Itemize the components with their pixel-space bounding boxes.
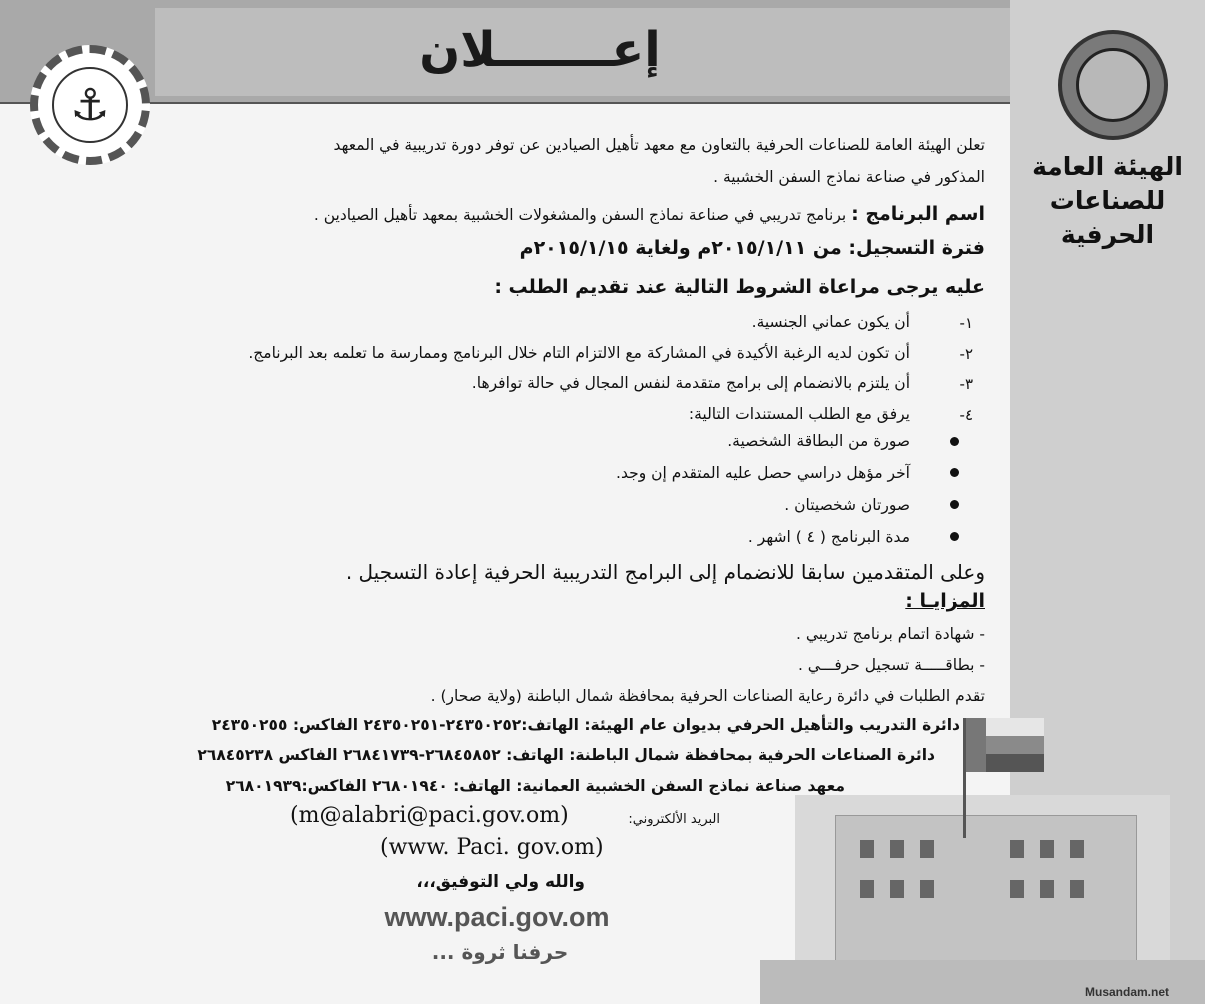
benefit-2: - بطاقـــــة تسجيل حرفـــي . (797, 656, 985, 674)
condition-text-1: أن يكون عماني الجنسية. (751, 313, 910, 331)
intro-line-1: تعلن الهيئة العامة للصناعات الحرفية بالتعاون مع معهد تأهيل الصيادين عن توفر دورة تدريبية في المعهد (333, 136, 985, 154)
reapply-note: وعلى المتقدمين سابقا للانضمام إلى البرامج التدريبية الحرفية إعادة التسجيل . (345, 560, 985, 584)
email-label: البريد الألكتروني: (628, 812, 720, 827)
contact-training: دائرة التدريب والتأهيل الحرفي بديوان عام الهيئة: الهاتف:٢٤٣٥٠٢٥٢-٢٤٣٥٠٢٥١ الفاكس: ٢٤٣٥٠٢٥٥ (211, 716, 960, 734)
document-4: مدة البرنامج ( ٤ ) اشهر . (747, 528, 910, 546)
website-paren: (www. Paci. gov.om) (380, 835, 604, 860)
window (1010, 840, 1024, 858)
program-line (314, 203, 985, 225)
emblem-inner (1076, 48, 1150, 122)
window (860, 840, 874, 858)
window (1070, 840, 1084, 858)
flag-hoist (966, 718, 986, 772)
document-3: صورتان شخصيتان . (784, 496, 910, 514)
contact-north-batinah: دائرة الصناعات الحرفية بمحافظة شمال الباطنة: الهاتف: ٢٦٨٤٥٨٥٢-٢٦٨٤١٧٣٩ الفاكس ٢٦٨٤٥٢٣٨ (197, 746, 935, 764)
side-title (1030, 150, 1185, 252)
condition-num-4: ٤- (959, 406, 973, 424)
benefits-heading: المزايـا : (905, 590, 985, 612)
registration-period: فترة التسجيل: من ٢٠١٥/١/١١م ولغاية ٢٠١٥/١/١٥م (519, 237, 985, 259)
condition-num-3: ٣- (959, 375, 973, 393)
document-2: آخر مؤهل دراسي حصل عليه المتقدم إن وجد. (616, 464, 910, 482)
bullet-4 (950, 532, 959, 541)
conditions-heading: عليه يرجى مراعاة الشروط التالية عند تقديم الطلب : (494, 276, 985, 298)
closing: والله ولي التوفيق،،، (416, 872, 585, 892)
document-1: صورة من البطاقة الشخصية. (727, 432, 910, 450)
side-title-line-2: للصناعات (1049, 186, 1166, 215)
anchor-icon: ⚓ (52, 67, 128, 143)
building-front (835, 815, 1137, 977)
oman-flag-icon (966, 718, 1044, 772)
condition-num-1: ١- (959, 314, 973, 332)
condition-num-2: ٢- (959, 345, 973, 363)
website: www.paci.gov.om (384, 902, 610, 932)
window (1010, 880, 1024, 898)
program-value: برنامج تدريبي في صناعة نماذج السفن والمشغولات الخشبية بمعهد تأهيل الصيادين . (313, 206, 847, 224)
bullet-3 (950, 500, 959, 509)
condition-text-3: أن يلتزم بالانضمام إلى برامج متقدمة لنفس المجال في حالة توافرها. (471, 374, 910, 392)
header-bar (0, 0, 1010, 104)
window (920, 840, 934, 858)
intro-line-2: المذكور في صناعة نماذج السفن الخشبية . (713, 168, 985, 186)
side-title-line-3: الحرفية (1060, 220, 1155, 249)
condition-text-4: يرفق مع الطلب المستندات التالية: (688, 405, 910, 423)
contact-institute: معهد صناعة نماذج السفن الخشبية العمانية: الهاتف: ٢٦٨٠١٩٤٠ الفاكس:٢٦٨٠١٩٣٩ (225, 777, 845, 795)
window (860, 880, 874, 898)
window (920, 880, 934, 898)
window (1040, 840, 1054, 858)
window (1040, 880, 1054, 898)
bullet-1 (950, 437, 959, 446)
side-title-line-1: الهيئة العامة (1032, 152, 1183, 181)
window (890, 840, 904, 858)
email-address: (m@alabri@paci.gov.om) (290, 803, 569, 828)
program-label: اسم البرنامج : (851, 203, 985, 225)
bullet-2 (950, 468, 959, 477)
window (1070, 880, 1084, 898)
authority-emblem-icon (1058, 30, 1168, 140)
benefit-1: - شهادة اتمام برنامج تدريبي . (796, 625, 985, 643)
submit-location: تقدم الطلبات في دائرة رعاية الصناعات الحرفية بمحافظة شمال الباطنة (ولاية صحار) . (430, 687, 985, 705)
watermark: Musandam.net (1085, 985, 1170, 999)
window (890, 880, 904, 898)
condition-text-2: أن تكون لديه الرغبة الأكيدة في المشاركة مع الالتزام التام خلال البرنامج وممارسة ما تعلمه بعد البرنامج. (248, 344, 910, 362)
slogan: حرفنا ثروة ... (431, 940, 569, 964)
institute-logo-icon (30, 45, 150, 165)
page-title: إعـــــــلان (419, 22, 661, 78)
